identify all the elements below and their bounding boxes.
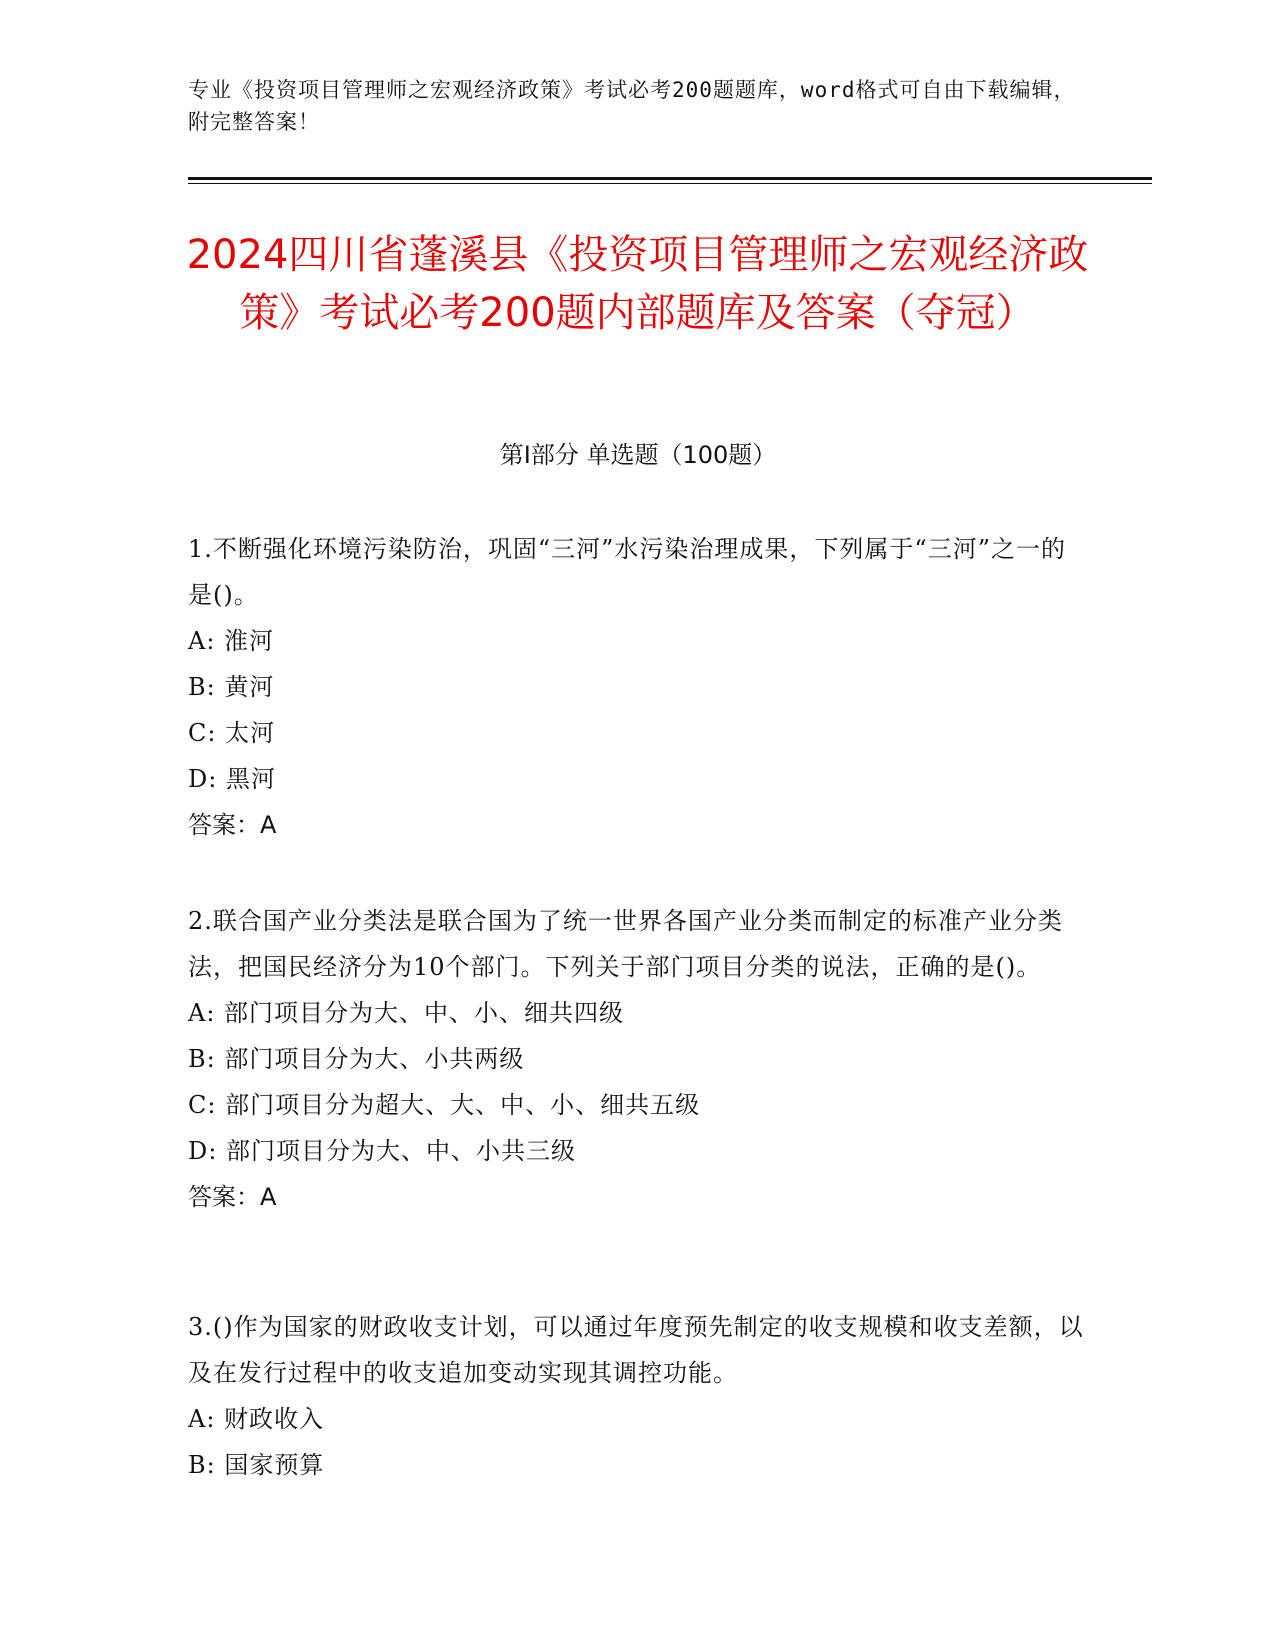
option-d: D: 黑河 [188,765,276,793]
question-2 [188,898,1088,1220]
option-c: C: 部门项目分为超大、大、中、小、细共五级 [188,1091,701,1119]
option-d: D: 部门项目分为大、中、小共三级 [188,1137,576,1165]
question-3 [188,1304,1088,1488]
question-1 [188,526,1088,848]
option-b: B: 黄河 [188,673,275,701]
header-rule-thick [188,177,1152,180]
option-a: A: 财政收入 [188,1405,325,1433]
section-title: 第I部分 单选题（100题） [499,441,777,469]
answer-line: 答案：A [188,811,277,839]
question-stem: 3.()作为国家的财政收支计划，可以通过年度预先制定的收支规模和收支差额，以及在发行过程中的收支追加变动实现其调控功能。 [188,1313,1084,1387]
answer-line: 答案：A [188,1183,277,1211]
document-title: 2024四川省蓬溪县《投资项目管理师之宏观经济政策》考试必考200题内部题库及答案（夺冠） [186,232,1089,336]
option-b: B: 国家预算 [188,1451,325,1479]
header-rule-thin [188,183,1152,184]
question-stem: 1.不断强化环境污染防治，巩固“三河”水污染治理成果，下列属于“三河”之一的是()。 [188,535,1066,609]
option-a: A: 部门项目分为大、中、小、细共四级 [188,999,625,1027]
header-note: 专业《投资项目管理师之宏观经济政策》考试必考200题题库，word格式可自由下载编辑，附完整答案！ [188,78,1076,134]
question-stem: 2.联合国产业分类法是联合国为了统一世界各国产业分类而制定的标准产业分类法，把国民经济分为10个部门。下列关于部门项目分类的说法，正确的是()。 [188,907,1063,981]
option-a: A: 淮河 [188,627,275,655]
option-b: B: 部门项目分为大、小共两级 [188,1045,525,1073]
option-c: C: 太河 [188,719,276,747]
